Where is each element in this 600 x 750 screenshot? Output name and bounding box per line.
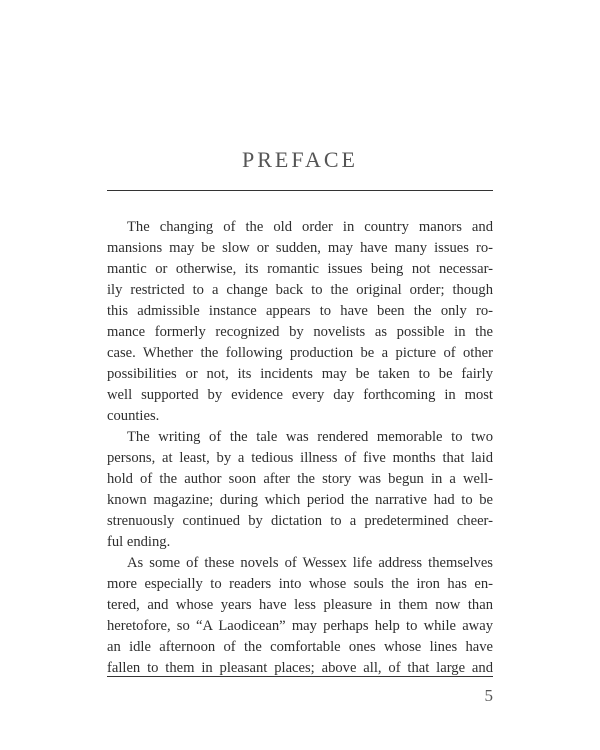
text-line: well supported by evidence every day forthcoming in most	[107, 387, 493, 403]
text-line: tered, and whose years have less pleasure in them now than	[107, 597, 493, 613]
paragraph-2	[107, 427, 493, 553]
text-line: fallen to them in pleasant places; above all, of that large and	[107, 660, 493, 676]
text-line: this admissible instance appears to have been the only ro-	[107, 303, 493, 319]
text-line: strenuously continued by dictation to a predetermined cheer-	[107, 513, 493, 529]
text-line: possibilities or not, its incidents may be taken to be fairly	[107, 366, 493, 382]
text-line: an idle afternoon of the comfortable ones whose lines have	[107, 639, 493, 655]
text-line: As some of these novels of Wessex life address themselves	[127, 555, 493, 571]
text-line: mantic or otherwise, its romantic issues being not necessar-	[107, 261, 493, 277]
footer-divider	[107, 676, 493, 677]
text-line: counties.	[107, 408, 160, 424]
text-line: mance formerly recognized by novelists as possible in the	[107, 324, 493, 340]
paragraph-3	[107, 553, 493, 679]
title-divider	[107, 190, 493, 191]
text-line: hold of the author soon after the story was begun in a well-	[107, 471, 493, 487]
page-title: PREFACE	[242, 147, 358, 172]
text-line: heretofore, so “A Laodicean” may perhaps help to while away	[107, 618, 493, 634]
text-line: known magazine; during which period the narrative had to be	[107, 492, 493, 508]
text-line: persons, at least, by a tedious illness of five months that laid	[107, 450, 493, 466]
page-number: 5	[484, 686, 493, 705]
text-line: mansions may be slow or sudden, may have many issues ro-	[107, 240, 493, 256]
text-line: The writing of the tale was rendered memorable to two	[127, 429, 493, 445]
text-line: ily restricted to a change back to the original order; though	[107, 282, 493, 298]
text-line: case. Whether the following production be a picture of other	[107, 345, 493, 361]
paragraph-1	[107, 217, 493, 427]
text-line: more especially to readers into whose souls the iron has en-	[107, 576, 493, 592]
text-line: The changing of the old order in country manors and	[127, 219, 493, 235]
text-line: ful ending.	[107, 534, 171, 550]
preface-body	[107, 217, 493, 679]
